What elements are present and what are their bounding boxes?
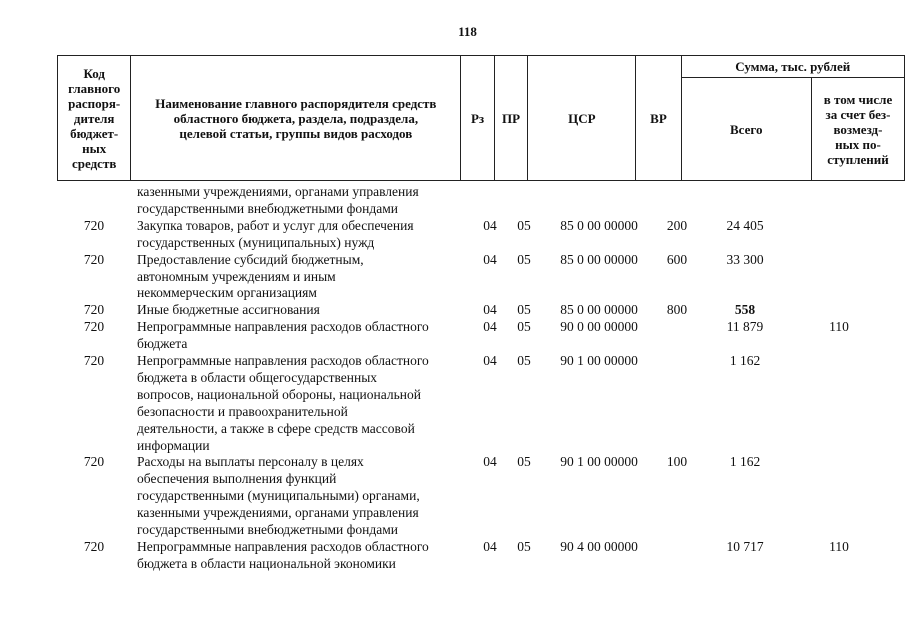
- row-rz: 04: [483, 352, 497, 368]
- row-rz: 04: [483, 454, 497, 470]
- header-total: Всего: [681, 78, 811, 181]
- row-vr: 100: [666, 454, 688, 470]
- row-name: [137, 184, 477, 218]
- row-rz: 04: [483, 319, 497, 335]
- row-total: 10 717: [726, 538, 764, 554]
- row-name: [137, 454, 477, 539]
- row-csr: 85 0 00 00000: [560, 302, 638, 318]
- row-rz: 04: [483, 217, 497, 233]
- row-name-line: Иные бюджетные ассигнования: [137, 302, 320, 318]
- row-rz: 04: [483, 251, 497, 267]
- table-header: [57, 55, 905, 181]
- row-rz: 04: [483, 302, 497, 318]
- row-incl: 110: [829, 319, 849, 335]
- row-vr: 800: [666, 302, 688, 318]
- row-name-line: государственными внебюджетными фондами: [137, 521, 399, 537]
- row-name: [137, 252, 477, 303]
- row-name-line: автономным учреждениям и иным: [137, 268, 336, 284]
- row-name-line: деятельности, а также в сфере средств массовой: [137, 420, 415, 436]
- row-name-line: обеспечения выполнения функций: [137, 471, 337, 487]
- header-name-cell: Наименование главного распорядителя средств областного бюджета, раздела, подраздела, целевой статьи, группы видов расходов: [131, 56, 461, 181]
- row-name-line: государственных (муниципальных) нужд: [137, 234, 375, 250]
- row-name: [137, 319, 477, 353]
- row-name-line: бюджета в области национальной экономики: [137, 555, 396, 571]
- row-vr: 200: [666, 217, 688, 233]
- row-name-line: казенными учреждениями, органами управления: [137, 505, 419, 521]
- row-name-line: Закупка товаров, работ и услуг для обеспечения: [137, 217, 414, 233]
- row-csr: 90 1 00 00000: [560, 454, 638, 470]
- row-pr: 05: [517, 352, 531, 368]
- page-number: 118: [458, 24, 477, 39]
- header-incl: в том числе за счет без- возмезд- ных по- ступлений: [811, 78, 904, 181]
- row-code: 720: [83, 319, 105, 335]
- header-rz: Рз: [461, 56, 494, 181]
- header-csr: ЦСР: [528, 56, 636, 181]
- row-name-line: вопросов, национальной обороны, национальной: [137, 386, 421, 402]
- row-code: 720: [83, 302, 105, 318]
- row-total: 1 162: [729, 454, 761, 470]
- row-name-line: безопасности и правоохранительной: [137, 403, 348, 419]
- row-incl: 110: [829, 538, 849, 554]
- row-name-line: бюджета в области общегосударственных: [137, 369, 378, 385]
- row-code: 720: [83, 454, 105, 470]
- row-total: 11 879: [726, 319, 764, 335]
- row-pr: 05: [517, 251, 531, 267]
- row-rz: 04: [483, 538, 497, 554]
- row-vr: 600: [666, 251, 688, 267]
- row-total: 33 300: [726, 251, 764, 267]
- row-pr: 05: [517, 454, 531, 470]
- row-code: 720: [83, 538, 105, 554]
- row-code: 720: [83, 217, 105, 233]
- row-name-line: Предоставление субсидий бюджетным,: [137, 251, 364, 267]
- row-name-line: Расходы на выплаты персоналу в целях: [137, 454, 364, 470]
- row-name-line: государственными (муниципальными) органами,: [137, 488, 420, 504]
- row-pr: 05: [517, 538, 531, 554]
- row-csr: 90 0 00 00000: [560, 319, 638, 335]
- row-name-line: Непрограммные направления расходов областного: [137, 352, 429, 368]
- row-total: 558: [734, 302, 756, 318]
- row-pr: 05: [517, 319, 531, 335]
- row-name: [137, 539, 477, 573]
- row-csr: 90 4 00 00000: [560, 538, 638, 554]
- row-code: 720: [83, 251, 105, 267]
- row-name: [137, 353, 477, 454]
- row-name-line: информации: [137, 437, 210, 453]
- header-vr: ВР: [636, 56, 681, 181]
- row-total: 24 405: [726, 217, 764, 233]
- row-name-line: некоммерческим организациям: [137, 285, 317, 301]
- row-code: 720: [83, 352, 105, 368]
- row-pr: 05: [517, 217, 531, 233]
- row-total: 1 162: [729, 352, 761, 368]
- header-pr: ПР: [494, 56, 528, 181]
- row-name: [137, 302, 477, 319]
- row-name-line: государственными внебюджетными фондами: [137, 200, 399, 216]
- row-name-line: Непрограммные направления расходов областного: [137, 538, 429, 554]
- row-csr: 85 0 00 00000: [560, 251, 638, 267]
- row-csr: 85 0 00 00000: [560, 217, 638, 233]
- row-pr: 05: [517, 302, 531, 318]
- row-csr: 90 1 00 00000: [560, 352, 638, 368]
- row-name-line: Непрограммные направления расходов областного: [137, 319, 429, 335]
- header-code-cell: Код главного распоря- дителя бюджет- ных средств: [58, 56, 131, 181]
- row-name: [137, 218, 477, 252]
- row-name-line: бюджета: [137, 336, 188, 352]
- row-name-line: казенными учреждениями, органами управления: [137, 184, 419, 199]
- header-sum: Сумма, тыс. рублей: [681, 56, 904, 78]
